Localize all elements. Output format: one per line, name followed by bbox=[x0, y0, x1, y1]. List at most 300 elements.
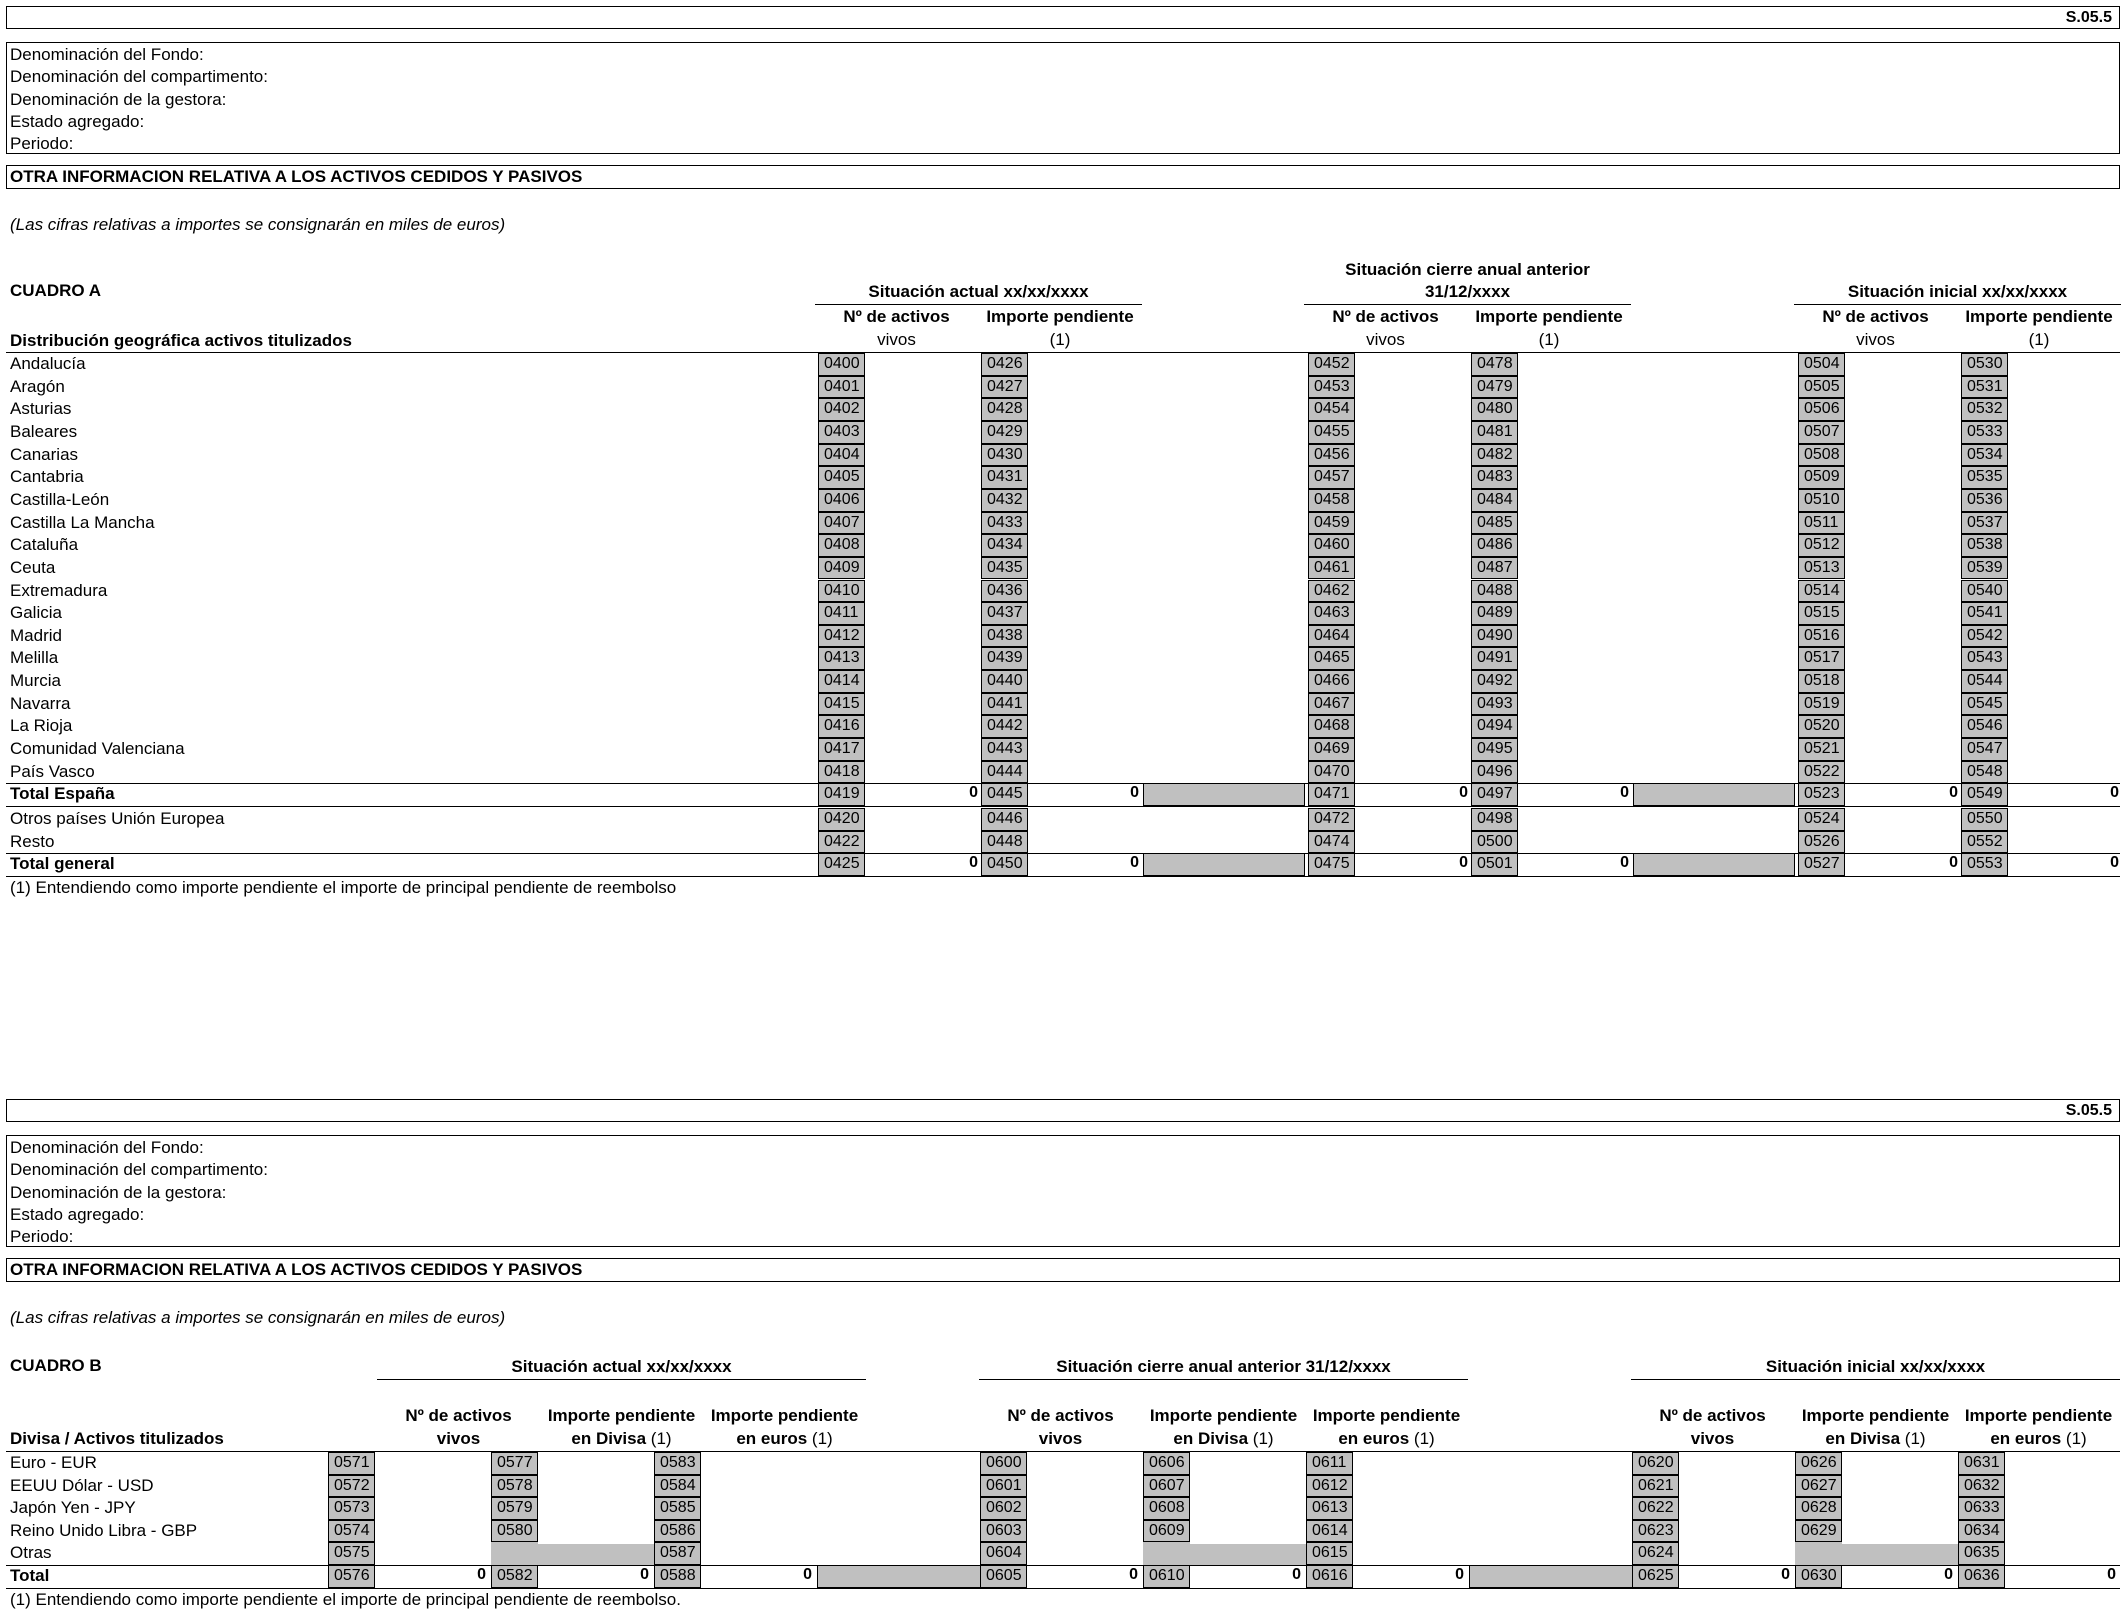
field-code: 0459 bbox=[1308, 512, 1355, 535]
amount-field[interactable] bbox=[1845, 512, 1960, 535]
amount-field[interactable] bbox=[865, 602, 980, 625]
amount-field[interactable] bbox=[1028, 647, 1141, 670]
amount-field[interactable] bbox=[1355, 398, 1470, 421]
field-code: 0489 bbox=[1471, 602, 1518, 625]
amount-field[interactable] bbox=[865, 466, 980, 489]
amount-field[interactable] bbox=[2008, 512, 2121, 535]
col-header-importe-euros bbox=[703, 1427, 866, 1450]
amount-field[interactable] bbox=[1845, 738, 1960, 761]
amount-field[interactable] bbox=[701, 1452, 816, 1475]
footnote-ref: (1) bbox=[1252, 1429, 1274, 1448]
field-code: 0545 bbox=[1961, 693, 2008, 716]
amount-field[interactable] bbox=[2008, 738, 2121, 761]
field-code: 0515 bbox=[1798, 602, 1845, 625]
field-code: 0501 bbox=[1471, 853, 1518, 876]
id-field-label: Denominación de la gestora: bbox=[10, 1182, 227, 1202]
amount-field[interactable] bbox=[865, 647, 980, 670]
cuadro-a-title: CUADRO A bbox=[10, 281, 101, 300]
amount-field[interactable] bbox=[1845, 808, 1960, 831]
amount-field[interactable] bbox=[1190, 1475, 1305, 1498]
field-code: 0467 bbox=[1308, 693, 1355, 716]
amount-field[interactable] bbox=[1355, 761, 1470, 784]
amount-field[interactable] bbox=[1355, 693, 1470, 716]
amount-field[interactable] bbox=[375, 1520, 490, 1543]
amount-field[interactable] bbox=[1518, 625, 1631, 648]
amount-value: 0 bbox=[1455, 1566, 1464, 1583]
field-code: 0608 bbox=[1143, 1497, 1190, 1520]
amount-field[interactable] bbox=[1355, 353, 1470, 376]
field-code: 0460 bbox=[1308, 534, 1355, 557]
amount-field[interactable] bbox=[1518, 512, 1631, 535]
amount-field[interactable] bbox=[1027, 1475, 1142, 1498]
field-code: 0432 bbox=[981, 489, 1028, 512]
amount-field[interactable] bbox=[1355, 512, 1470, 535]
col-header-importe: Importe pendiente bbox=[986, 307, 1134, 326]
col-header-importe-euros: Importe pendiente bbox=[710, 1406, 859, 1425]
amount-field[interactable] bbox=[1845, 398, 1960, 421]
field-code: 0405 bbox=[818, 466, 865, 489]
shaded-cell bbox=[1190, 1544, 1306, 1565]
field-code: 0532 bbox=[1961, 398, 2008, 421]
row-label: Murcia bbox=[10, 671, 62, 691]
amount-value: 0 bbox=[1130, 854, 1139, 872]
field-code: 0552 bbox=[1961, 831, 2008, 854]
amount-field[interactable] bbox=[1518, 580, 1631, 603]
field-code: 0456 bbox=[1308, 444, 1355, 467]
amount-field[interactable] bbox=[1355, 670, 1470, 693]
field-code: 0547 bbox=[1961, 738, 2008, 761]
amount-field[interactable] bbox=[1679, 1520, 1794, 1543]
field-code: 0587 bbox=[654, 1542, 701, 1565]
amount-field[interactable] bbox=[865, 808, 980, 831]
field-code: 0507 bbox=[1798, 421, 1845, 444]
amount-field[interactable] bbox=[1028, 693, 1141, 716]
amount-field[interactable] bbox=[1355, 557, 1470, 580]
field-code: 0520 bbox=[1798, 715, 1845, 738]
amount-field[interactable] bbox=[1028, 831, 1141, 854]
id-field-label: Denominación del compartimento: bbox=[10, 67, 268, 87]
cuadro-a-group-inicial: Situación inicial xx/xx/xxxx bbox=[1847, 282, 2068, 301]
amount-field[interactable] bbox=[865, 512, 980, 535]
amount-field[interactable] bbox=[1353, 1452, 1468, 1475]
amount-field[interactable] bbox=[2008, 625, 2121, 648]
amount-field[interactable] bbox=[1355, 831, 1470, 854]
amount-field[interactable] bbox=[1679, 1542, 1794, 1565]
shaded-cell bbox=[1633, 853, 1795, 876]
field-code: 0536 bbox=[1961, 489, 2008, 512]
amount-field[interactable] bbox=[538, 1452, 653, 1475]
amount-value: 0 bbox=[1949, 784, 1958, 802]
col-header-n-activos: vivos bbox=[436, 1429, 481, 1448]
shaded-cell bbox=[1143, 1542, 1190, 1565]
field-code: 0506 bbox=[1798, 398, 1845, 421]
amount-field[interactable] bbox=[1355, 376, 1470, 399]
field-code: 0492 bbox=[1471, 670, 1518, 693]
amount-field[interactable] bbox=[2008, 353, 2121, 376]
amount-field[interactable] bbox=[1845, 693, 1960, 716]
col-header-importe: (1) bbox=[1049, 330, 1071, 349]
amount-field[interactable] bbox=[1842, 1475, 1957, 1498]
amount-field[interactable] bbox=[1027, 1520, 1142, 1543]
amount-field[interactable] bbox=[1027, 1542, 1142, 1565]
row-label: Reino Unido Libra - GBP bbox=[10, 1520, 198, 1540]
footnote-ref: (1) bbox=[2065, 1429, 2087, 1448]
amount-field[interactable] bbox=[1845, 602, 1960, 625]
amount-field[interactable] bbox=[865, 444, 980, 467]
amount-field[interactable] bbox=[1027, 1497, 1142, 1520]
amount-field[interactable] bbox=[1028, 580, 1141, 603]
amount-field[interactable] bbox=[1842, 1520, 1957, 1543]
amount-field[interactable] bbox=[1518, 761, 1631, 784]
field-code: 0478 bbox=[1471, 353, 1518, 376]
amount-field[interactable] bbox=[1028, 444, 1141, 467]
amount-field[interactable] bbox=[1518, 715, 1631, 738]
field-code: 0579 bbox=[491, 1497, 538, 1520]
amount-field[interactable] bbox=[2008, 376, 2121, 399]
field-code: 0475 bbox=[1308, 853, 1355, 876]
amount-field[interactable] bbox=[865, 489, 980, 512]
amount-field[interactable] bbox=[1845, 831, 1960, 854]
amount-field[interactable] bbox=[1518, 398, 1631, 421]
amount-field[interactable] bbox=[1845, 376, 1960, 399]
amount-field[interactable] bbox=[1355, 738, 1470, 761]
footnote-ref: (1) bbox=[650, 1429, 672, 1448]
amount-field[interactable] bbox=[2008, 761, 2121, 784]
shaded-cell bbox=[1143, 783, 1305, 806]
field-code: 0629 bbox=[1795, 1520, 1842, 1543]
row-label: Resto bbox=[10, 831, 55, 851]
amount-field[interactable] bbox=[1028, 466, 1141, 489]
amount-field[interactable] bbox=[1028, 512, 1141, 535]
amount-field[interactable] bbox=[1518, 444, 1631, 467]
field-code: 0621 bbox=[1632, 1475, 1679, 1498]
amount-value: 0 bbox=[1129, 1566, 1138, 1583]
amount-field[interactable] bbox=[1845, 557, 1960, 580]
field-code: 0448 bbox=[981, 831, 1028, 854]
amount-field[interactable] bbox=[2008, 602, 2121, 625]
amount-field[interactable] bbox=[2008, 715, 2121, 738]
amount-field[interactable] bbox=[375, 1475, 490, 1498]
amount-field[interactable] bbox=[1845, 670, 1960, 693]
amount-value: 0 bbox=[2110, 854, 2119, 872]
amount-field[interactable] bbox=[865, 761, 980, 784]
amount-field[interactable] bbox=[865, 580, 980, 603]
field-code: 0516 bbox=[1798, 625, 1845, 648]
amount-field[interactable] bbox=[865, 625, 980, 648]
field-code: 0513 bbox=[1798, 557, 1845, 580]
amount-field[interactable] bbox=[1845, 761, 1960, 784]
row-label: Total bbox=[10, 1566, 50, 1585]
amount-field[interactable] bbox=[701, 1475, 816, 1498]
id-field-label: Periodo: bbox=[10, 134, 74, 154]
amount-field[interactable] bbox=[1028, 489, 1141, 512]
amount-field[interactable] bbox=[1679, 1475, 1794, 1498]
amount-field[interactable] bbox=[375, 1452, 490, 1475]
col-header-importe-euros: Importe pendiente bbox=[1312, 1406, 1461, 1425]
amount-field[interactable] bbox=[865, 376, 980, 399]
amount-field[interactable] bbox=[1679, 1497, 1794, 1520]
amount-field[interactable] bbox=[1028, 376, 1141, 399]
amount-field[interactable] bbox=[2008, 466, 2121, 489]
field-code: 0463 bbox=[1308, 602, 1355, 625]
amount-field[interactable] bbox=[865, 398, 980, 421]
amount-field[interactable] bbox=[538, 1497, 653, 1520]
amount-field[interactable] bbox=[2008, 557, 2121, 580]
amount-field[interactable] bbox=[2005, 1520, 2120, 1543]
amount-field[interactable] bbox=[1190, 1452, 1305, 1475]
field-code: 0533 bbox=[1961, 421, 2008, 444]
amount-field[interactable] bbox=[865, 670, 980, 693]
amount-field[interactable] bbox=[2008, 808, 2121, 831]
amount-field[interactable] bbox=[1518, 602, 1631, 625]
field-code: 0431 bbox=[981, 466, 1028, 489]
field-code: 0428 bbox=[981, 398, 1028, 421]
field-code: 0508 bbox=[1798, 444, 1845, 467]
amount-field[interactable] bbox=[1518, 421, 1631, 444]
amount-field[interactable] bbox=[1353, 1497, 1468, 1520]
field-code: 0521 bbox=[1798, 738, 1845, 761]
col-header-n-activos: Nº de activos bbox=[843, 307, 950, 326]
amount-field[interactable] bbox=[865, 421, 980, 444]
field-code: 0537 bbox=[1961, 512, 2008, 535]
field-code: 0524 bbox=[1798, 808, 1845, 831]
amount-field[interactable] bbox=[1353, 1542, 1468, 1565]
amount-field[interactable] bbox=[538, 1475, 653, 1498]
amount-field[interactable] bbox=[1842, 1497, 1957, 1520]
amount-field[interactable] bbox=[1518, 353, 1631, 376]
amount-field[interactable] bbox=[1028, 808, 1141, 831]
amount-field[interactable] bbox=[2008, 489, 2121, 512]
amount-field[interactable] bbox=[1518, 670, 1631, 693]
field-code: 0445 bbox=[981, 783, 1028, 806]
amount-field[interactable] bbox=[1355, 602, 1470, 625]
amount-field[interactable] bbox=[865, 738, 980, 761]
row-label: Canarias bbox=[10, 444, 79, 464]
amount-field[interactable] bbox=[375, 1497, 490, 1520]
amount-field[interactable] bbox=[1028, 421, 1141, 444]
amount-field[interactable] bbox=[2008, 534, 2121, 557]
amount-field[interactable] bbox=[2008, 580, 2121, 603]
amount-field[interactable] bbox=[1355, 647, 1470, 670]
amount-field[interactable] bbox=[2005, 1475, 2120, 1498]
amount-field[interactable] bbox=[1518, 557, 1631, 580]
amount-field[interactable] bbox=[1845, 580, 1960, 603]
field-code: 0635 bbox=[1958, 1542, 2005, 1565]
field-code: 0426 bbox=[981, 353, 1028, 376]
amount-value: 0 bbox=[1459, 854, 1468, 872]
field-code: 0607 bbox=[1143, 1475, 1190, 1498]
cuadro-b-row-header: Divisa / Activos titulizados bbox=[10, 1429, 224, 1448]
field-code: 0408 bbox=[818, 534, 865, 557]
row-label: Total España bbox=[10, 784, 115, 804]
amount-field[interactable] bbox=[1355, 580, 1470, 603]
amount-field[interactable] bbox=[1353, 1475, 1468, 1498]
footnote-ref: (1) bbox=[1904, 1429, 1926, 1448]
amount-value: 0 bbox=[1781, 1566, 1790, 1583]
row-label: Navarra bbox=[10, 693, 71, 713]
amount-field[interactable] bbox=[1355, 715, 1470, 738]
row-label: Extremadura bbox=[10, 580, 108, 600]
amount-field[interactable] bbox=[1190, 1520, 1305, 1543]
amount-field[interactable] bbox=[1518, 693, 1631, 716]
field-code: 0483 bbox=[1471, 466, 1518, 489]
shaded-cell bbox=[817, 1565, 981, 1588]
amount-field[interactable] bbox=[1518, 808, 1631, 831]
group-underline bbox=[377, 1379, 866, 1380]
field-code: 0550 bbox=[1961, 808, 2008, 831]
amount-field[interactable] bbox=[865, 715, 980, 738]
field-code: 0414 bbox=[818, 670, 865, 693]
field-code: 0534 bbox=[1961, 444, 2008, 467]
amount-field[interactable] bbox=[1518, 489, 1631, 512]
footnote-ref: (1) bbox=[811, 1429, 833, 1448]
amount-field[interactable] bbox=[1353, 1520, 1468, 1543]
field-code: 0573 bbox=[328, 1497, 375, 1520]
amount-field[interactable] bbox=[865, 534, 980, 557]
field-code: 0472 bbox=[1308, 808, 1355, 831]
amount-field[interactable] bbox=[1518, 647, 1631, 670]
field-code: 0630 bbox=[1795, 1565, 1842, 1588]
field-code: 0474 bbox=[1308, 831, 1355, 854]
amount-field[interactable] bbox=[1845, 625, 1960, 648]
field-code: 0471 bbox=[1308, 783, 1355, 806]
field-code: 0612 bbox=[1306, 1475, 1353, 1498]
amount-field[interactable] bbox=[701, 1497, 816, 1520]
row-label: Comunidad Valenciana bbox=[10, 739, 185, 759]
amount-field[interactable] bbox=[1190, 1497, 1305, 1520]
col-header-divisa-text: en Divisa bbox=[1173, 1429, 1249, 1448]
cuadro-b-title: CUADRO B bbox=[10, 1356, 102, 1375]
field-code: 0466 bbox=[1308, 670, 1355, 693]
amount-field[interactable] bbox=[1518, 738, 1631, 761]
amount-field[interactable] bbox=[865, 831, 980, 854]
amount-field[interactable] bbox=[1028, 625, 1141, 648]
amount-field[interactable] bbox=[1355, 625, 1470, 648]
amount-field[interactable] bbox=[1027, 1452, 1142, 1475]
amount-field[interactable] bbox=[2008, 421, 2121, 444]
field-code: 0546 bbox=[1961, 715, 2008, 738]
amount-field[interactable] bbox=[2008, 693, 2121, 716]
amount-field[interactable] bbox=[2005, 1497, 2120, 1520]
amount-field[interactable] bbox=[1518, 466, 1631, 489]
field-code: 0577 bbox=[491, 1452, 538, 1475]
amount-field[interactable] bbox=[2005, 1452, 2120, 1475]
col-header-euros-text: en euros bbox=[1338, 1429, 1410, 1448]
col-header-importe-divisa: Importe pendiente bbox=[547, 1406, 696, 1425]
amount-field[interactable] bbox=[1355, 444, 1470, 467]
row-label: Andalucía bbox=[10, 354, 86, 373]
amount-field[interactable] bbox=[1028, 670, 1141, 693]
amount-field[interactable] bbox=[1845, 421, 1960, 444]
field-code: 0401 bbox=[818, 376, 865, 399]
amount-field[interactable] bbox=[1028, 557, 1141, 580]
amount-field[interactable] bbox=[1028, 398, 1141, 421]
amount-field[interactable] bbox=[1028, 761, 1141, 784]
amount-field[interactable] bbox=[865, 693, 980, 716]
col-header-euros-text: en euros bbox=[736, 1429, 808, 1448]
amount-field[interactable] bbox=[2008, 670, 2121, 693]
amount-field[interactable] bbox=[1845, 353, 1960, 376]
col-header-importe-divisa: Importe pendiente bbox=[1801, 1406, 1950, 1425]
field-code: 0603 bbox=[980, 1520, 1027, 1543]
amount-field[interactable] bbox=[2008, 444, 2121, 467]
amount-field[interactable] bbox=[1355, 808, 1470, 831]
amount-field[interactable] bbox=[375, 1542, 490, 1565]
field-code: 0632 bbox=[1958, 1475, 2005, 1498]
amount-field[interactable] bbox=[1518, 376, 1631, 399]
amount-field[interactable] bbox=[1028, 738, 1141, 761]
field-code: 0493 bbox=[1471, 693, 1518, 716]
amount-field[interactable] bbox=[701, 1520, 816, 1543]
amount-value: 0 bbox=[1459, 784, 1468, 802]
amount-field[interactable] bbox=[1355, 466, 1470, 489]
amount-field[interactable] bbox=[538, 1520, 653, 1543]
amount-field[interactable] bbox=[865, 353, 980, 376]
amount-field[interactable] bbox=[1845, 715, 1960, 738]
field-code: 0461 bbox=[1308, 557, 1355, 580]
field-code: 0580 bbox=[491, 1520, 538, 1543]
field-code: 0582 bbox=[491, 1565, 538, 1588]
field-code: 0443 bbox=[981, 738, 1028, 761]
amount-value: 0 bbox=[803, 1566, 812, 1583]
field-code: 0495 bbox=[1471, 738, 1518, 761]
amount-field[interactable] bbox=[1845, 534, 1960, 557]
amount-field[interactable] bbox=[1842, 1452, 1957, 1475]
field-code: 0574 bbox=[328, 1520, 375, 1543]
amount-field[interactable] bbox=[1028, 715, 1141, 738]
amount-field[interactable] bbox=[1845, 489, 1960, 512]
amount-field[interactable] bbox=[1518, 831, 1631, 854]
amount-field[interactable] bbox=[2008, 831, 2121, 854]
field-code: 0634 bbox=[1958, 1520, 2005, 1543]
field-code: 0576 bbox=[328, 1565, 375, 1588]
amount-field[interactable] bbox=[2008, 647, 2121, 670]
field-code: 0434 bbox=[981, 534, 1028, 557]
amount-field[interactable] bbox=[1355, 489, 1470, 512]
field-code: 0491 bbox=[1471, 647, 1518, 670]
amount-field[interactable] bbox=[2005, 1542, 2120, 1565]
shaded-cell bbox=[1469, 1565, 1633, 1588]
amount-field[interactable] bbox=[701, 1542, 816, 1565]
amounts-note: (Las cifras relativas a importes se consignarán en miles de euros) bbox=[10, 215, 506, 234]
col-header-importe: (1) bbox=[2028, 330, 2050, 349]
amount-field[interactable] bbox=[1355, 421, 1470, 444]
amount-value: 0 bbox=[477, 1566, 486, 1583]
amount-field[interactable] bbox=[1845, 444, 1960, 467]
amount-field[interactable] bbox=[1355, 534, 1470, 557]
amount-field[interactable] bbox=[1518, 534, 1631, 557]
amount-field[interactable] bbox=[1028, 602, 1141, 625]
cuadro-b-footnote: (1) Entendiendo como importe pendiente el importe de principal pendiente de reembolso. bbox=[10, 1589, 681, 1609]
amount-field[interactable] bbox=[1845, 466, 1960, 489]
field-code: 0519 bbox=[1798, 693, 1845, 716]
field-code: 0509 bbox=[1798, 466, 1845, 489]
row-label: EEUU Dólar - USD bbox=[10, 1475, 154, 1495]
amount-field[interactable] bbox=[1679, 1452, 1794, 1475]
field-code: 0609 bbox=[1143, 1520, 1190, 1543]
col-header-n-activos: vivos bbox=[1856, 330, 1895, 349]
cuadro-a-footnote: (1) Entendiendo como importe pendiente el importe de principal pendiente de reembolso bbox=[10, 877, 677, 897]
amount-field[interactable] bbox=[865, 557, 980, 580]
cuadro-a-row-header: Distribución geográfica activos titulizados bbox=[10, 331, 352, 350]
field-code: 0429 bbox=[981, 421, 1028, 444]
cuadro-a-group-cierre-date: 31/12/xxxx bbox=[1424, 282, 1511, 301]
amount-field[interactable] bbox=[1028, 534, 1141, 557]
amount-field[interactable] bbox=[1028, 353, 1141, 376]
amount-field[interactable] bbox=[2008, 398, 2121, 421]
field-code: 0523 bbox=[1798, 783, 1845, 806]
amount-field[interactable] bbox=[1845, 647, 1960, 670]
